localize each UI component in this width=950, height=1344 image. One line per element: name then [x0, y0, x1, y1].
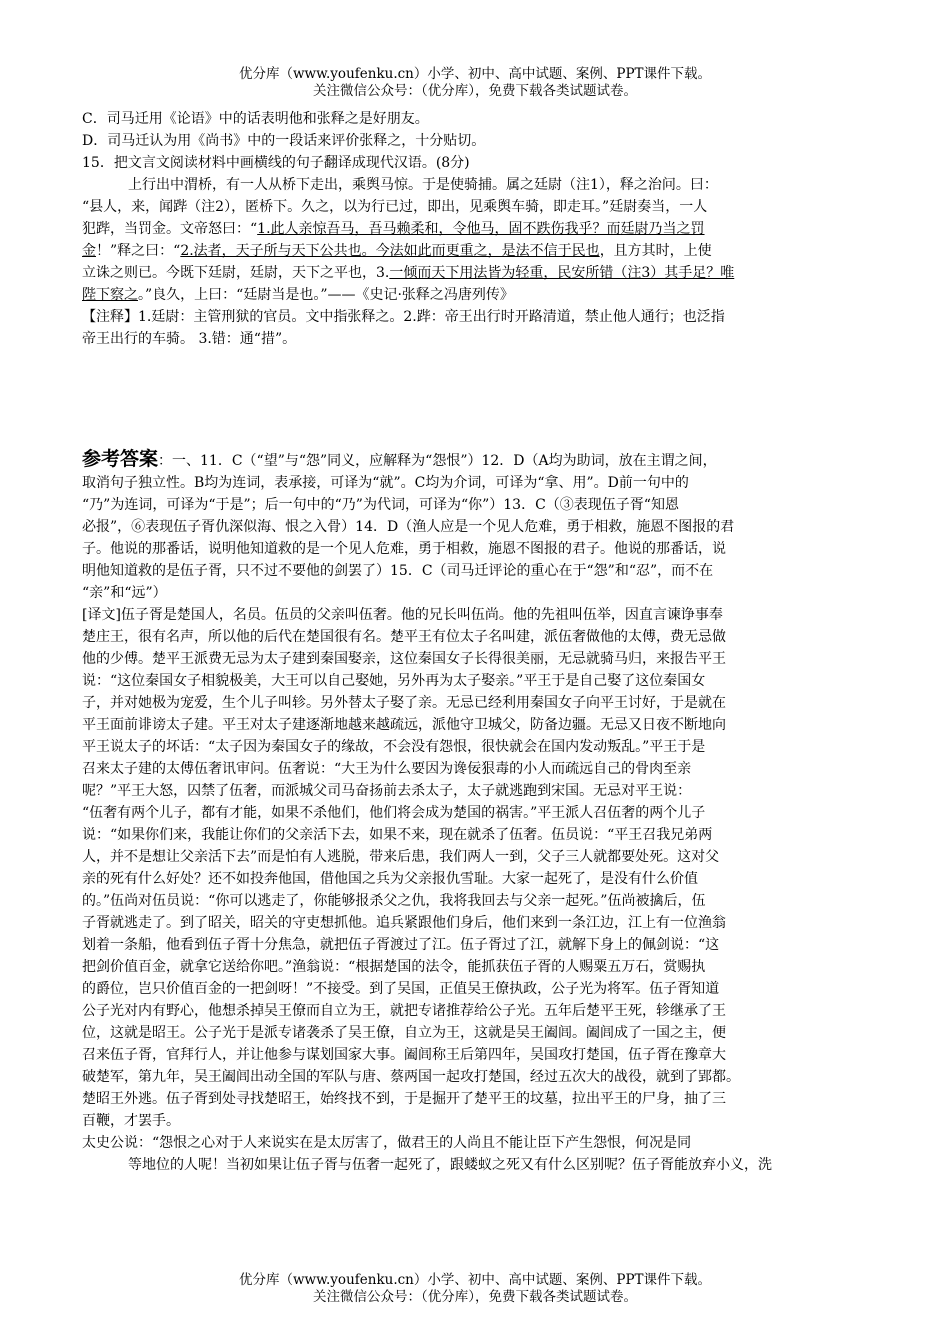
translation-line: 他的少傅。楚平王派费无忌为太子建到秦国娶亲，这位秦国女子长得很美丽，无忌就骑马归，来报告平王	[82, 651, 726, 667]
answer-line: 子。他说的那番话，说明他知道救的是一个见人危难，勇于相救，施恩不图报的君子。他说的那番话，说	[82, 541, 726, 557]
translation-line: 召来伍子胥，官拜行人，并让他参与谋划国家大事。阖闾称王后第四年，吴国攻打楚国，伍子胥在豫章大	[82, 1047, 726, 1063]
translation-line: 呢？”平王大怒，囚禁了伍奢，而派城父司马奋扬前去杀太子，太子就逃跑到宋国。无忌对平王说：	[82, 783, 692, 799]
option-d: D．司马迁认为用《尚书》中的一段话来评价张释之，十分贴切。	[82, 133, 486, 149]
underlined-sentence-1-end: 金	[82, 243, 96, 259]
translation-line: 太史公说：“怨恨之心对于人来说实在是太厉害了，做君王的人尚且不能让臣下产生怨恨，何况是同	[82, 1135, 692, 1151]
passage-text: 犯跸，当罚金。文帝怒曰：“	[82, 221, 258, 237]
question-section	[82, 108, 882, 350]
translation-line: 的。”伍尚对伍员说：“你可以逃走了，你能够报杀父之仇，我将我回去与父亲一起死。”伍尚被擒后，伍	[82, 893, 706, 909]
classical-passage	[82, 174, 882, 306]
translation-line: 说：“这位秦国女子相貌极美，大王可以自己娶她，另外再为太子娶亲。”平王于是自己娶了这位秦国女	[82, 673, 706, 689]
footer-line-1: 优分库（www.youfenku.cn）小学、初中、高中试题、案例、PPT课件下载。	[238, 1272, 712, 1288]
translation-line: 把剑价值百金，就拿它送给你吧。”渔翁说：“根据楚国的法令，能抓获伍子胥的人赐粟五万石，赏赐执	[82, 959, 706, 975]
translation-line: “伍奢有两个儿子，都有才能，如果不杀他们，他们将会成为楚国的祸害。”平王派人召伍奢的两个儿子	[82, 805, 706, 821]
answer-line: “亲”和“远”）	[82, 585, 167, 601]
passage-text: ，且方其时，上使	[599, 243, 712, 259]
passage-text: 立诛之则已。今既下廷尉，廷尉，天下之平也，3.	[82, 265, 390, 281]
commentary-line: 等地位的人呢！当初如果让伍子胥与伍奢一起死了，跟蝼蚁之死又有什么区别呢？伍子胥能放弃小义，洗	[128, 1157, 772, 1173]
translation-line: 平王说太子的坏话：“太子因为秦国女子的缘故，不会没有怨恨，很快就会在国内发动叛乱。”平王于是	[82, 739, 706, 755]
answer-line: 明他知道救的是伍子胥，只不过不要他的剑罢了）15．C（司马迁评论的重心在于“怨”和“忍”，而不在	[82, 563, 714, 579]
q15-prompt: 15．把文言文阅读材料中画横线的句子翻译成现代汉语。(8分)	[82, 155, 470, 171]
answer-line: 取消句子独立性。B均为连词，表承接，可译为“就”。C均为介词，可译为“拿、用”。D前一句中的	[82, 475, 689, 491]
option-c: C．司马迁用《论语》中的话表明他和张释之是好朋友。	[82, 111, 429, 127]
translation-line: 平王面前诽谤太子建。平王对太子建逐渐地越来越疏远，派他守卫城父，防备边疆。无忌又日夜不断地向	[82, 717, 726, 733]
translation-line: 人，并不是想让父亲活下去”而是怕有人逃脱，带来后患，我们两人一到，父子三人就都要处死。这对父	[82, 849, 720, 865]
header-line-1: 优分库（www.youfenku.cn）小学、初中、高中试题、案例、PPT课件下载。	[238, 66, 712, 82]
translation-line: 位，这就是昭王。公子光于是派专诸袭杀了吴王僚，自立为王，这就是吴王阖闾。阖闾成了一国之主，便	[82, 1025, 726, 1041]
answer-title: 参考答案	[82, 448, 159, 470]
answer-line: “乃”为连词，可译为“于是”；后一句中的“乃”为代词，可译为“你”）13．C（③表现伍子胥“知恩	[82, 497, 679, 513]
annotation-line: 帝王出行的车骑。 3.错：通“措”。	[82, 331, 297, 347]
passage-line: “县人，来，闻跸（注2），匿桥下。久之，以为行已过，即出，见乘舆车骑，即走耳。”廷尉奏当，一人	[82, 199, 708, 215]
passage-text: ！”释之曰：“	[96, 243, 181, 259]
translation-line: 破楚军，第九年，吴王阖闾出动全国的军队与唐、蔡两国一起攻打楚国，经过五次大的战役，就到了郢都。	[82, 1069, 740, 1085]
page-header	[0, 66, 950, 100]
translation-line: 召来太子建的太傅伍奢讯审问。伍奢说：“大王为什么要因为谗佞狠毒的小人而疏远自己的骨肉至亲	[82, 761, 692, 777]
header-line-2: 关注微信公众号：（优分库），免费下载各类试题试卷。	[313, 83, 637, 99]
translation-line: 划着一条船，他看到伍子胥十分焦急，就把伍子胥渡过了江。伍子胥过了江，就解下身上的佩剑说：“这	[82, 937, 720, 953]
translation-line: [译文]伍子胥是楚国人，名员。伍员的父亲叫伍奢。他的兄长叫伍尚。他的先祖叫伍举，因直言谏诤事奉	[82, 607, 723, 623]
translation-line: 子胥就逃走了。到了昭关，昭关的守吏想抓他。追兵紧跟他们身后，他们来到一条江边，江上有一位渔翁	[82, 915, 726, 931]
answer-line: 必报”，⑥表现伍子胥仇深似海、恨之入骨）14．D（渔人应是一个见人危难，勇于相救，施恩不图报的君	[82, 519, 735, 535]
underlined-sentence-1: 1.此人亲惊吾马，吾马赖柔和，令他马，固不跌伤我乎？而廷尉乃当之罚	[257, 221, 705, 237]
underlined-sentence-2: 2.法者，天子所与天下公共也。今法如此而更重之，是法不信于民也	[180, 243, 600, 259]
translation-line: 楚庄王，很有名声，所以他的后代在楚国很有名。楚平王有位太子名叫建，派伍奢做他的太傅，费无忌做	[82, 629, 726, 645]
page-footer	[0, 1272, 950, 1306]
passage-text: 。”良久，上曰：“廷尉当是也。”——《史记·张释之冯唐列传》	[138, 287, 514, 303]
answer-section	[82, 448, 884, 1176]
passage-line: 上行出中渭桥，有一人从桥下走出，乘舆马惊。于是使骑捕。属之廷尉（注1），释之治问。曰：	[128, 177, 718, 193]
underlined-sentence-3: 一倾而天下用法皆为轻重，民安所错（注3）其手足？唯	[389, 265, 735, 281]
translation-line: 楚昭王外逃。伍子胥到处寻找楚昭王，始终找不到，于是掘开了楚平王的坟墓，拉出平王的尸身，抽了三	[82, 1091, 726, 1107]
translation-line: 亲的死有什么好处？还不如投奔他国，借他国之兵为父亲报仇雪耻。大家一起死了，是没有什么价值	[82, 871, 698, 887]
footer-line-2: 关注微信公众号：（优分库），免费下载各类试题试卷。	[313, 1289, 637, 1305]
translation-line: 的爵位，岂只价值百金的一把剑呀！”不接受。到了吴国，正值吴王僚执政，公子光为将军。伍子胥知道	[82, 981, 720, 997]
annotation-line: 【注释】1.廷尉：主管刑狱的官员。文中指张释之。2.跸：帝王出行时开路清道，禁止他人通行；也泛指	[82, 309, 725, 325]
translation-line: 公子光对内有野心，他想杀掉吴王僚而自立为王，就把专诸推荐给公子光。五年后楚平王死，轸继承了王	[82, 1003, 726, 1019]
translation-line: 百鞭，才罢手。	[82, 1113, 180, 1129]
translation-line: 子，并对她极为宠爱，生个儿子叫轸。另外替太子娶了亲。无忌已经利用秦国女子向平王讨好，于是就在	[82, 695, 726, 711]
underlined-sentence-3-end: 陛下察之	[82, 287, 138, 303]
translation-line: 说：“如果你们来，我能让你们的父亲活下去，如果不来，现在就杀了伍奢。伍员说：“平王召我兄弟两	[82, 827, 713, 843]
answer-line: ：一、11．C（“望”与“怨”同义，应解释为“怨恨”）12．D（A均为助词，放在主谓之间，	[158, 453, 717, 469]
